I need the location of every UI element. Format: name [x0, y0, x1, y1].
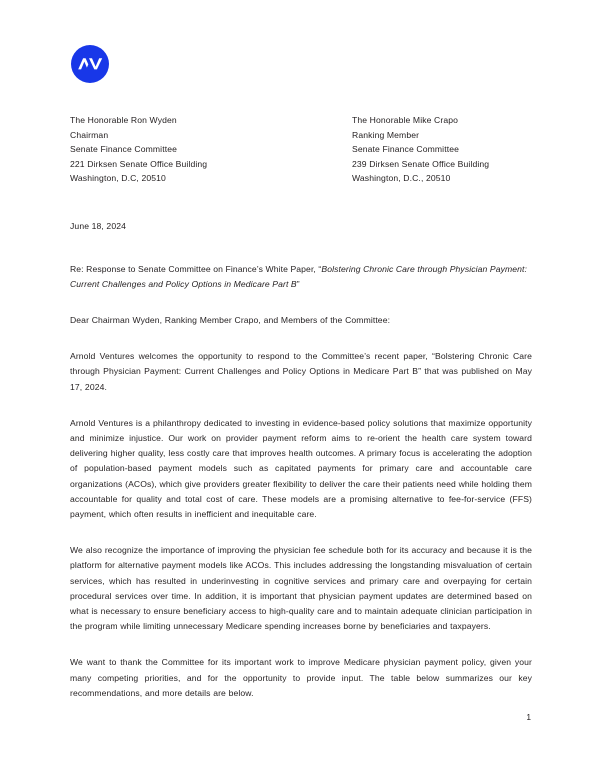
salutation: Dear Chairman Wyden, Ranking Member Crapo, and Members of the Committee: [70, 315, 391, 325]
av-monogram-icon [71, 45, 109, 83]
arnold-ventures-logo [71, 45, 109, 83]
address-column-right [352, 113, 532, 186]
page-number: 1 [526, 712, 531, 722]
address-column-left [70, 113, 352, 186]
subject-prefix: Re: Response to Senate Committee on Finance’s White Paper, “ [70, 263, 322, 274]
body-paragraph: We also recognize the importance of improving the physician fee schedule both for its accuracy and because it is the platform for alternative payment models like ACOs. This includes addressing the longstanding misvaluation of certain services, which has resulted in underinvesting in cognitive services and primary care and overpaying for certain procedural services over time. In addition, it is important that physician payment updates are determined based on what is necessary to ensure beneficiary access to high-quality care and to maintain adequate clinician participation in the program while limiting unnecessary Medicare spending increases borne by beneficiaries and taxpayers. [70, 545, 532, 632]
address-line: 239 Dirksen Senate Office Building [352, 158, 490, 169]
subject-suffix: ” [296, 278, 300, 289]
spacer [70, 328, 532, 349]
spacer [70, 522, 532, 543]
address-line: Washington, D.C., 20510 [352, 173, 451, 184]
subject-line [70, 262, 532, 292]
address-line: The Honorable Ron Wyden [70, 115, 177, 125]
body-paragraph: Arnold Ventures welcomes the opportunity to respond to the Committee’s recent paper, “Bolstering Chronic Care through Physician Payment: Current Challenges and Policy Options in Medicare Part B” that was published on May 17, 2024. [70, 351, 532, 392]
spacer [70, 234, 532, 262]
address-line: The Honorable Mike Crapo [352, 115, 459, 125]
subject-title: Bolstering Chronic Care through Physician Payment: Current Challenges and Policy Options in Medicare Part B [70, 263, 527, 289]
body-paragraph: Arnold Ventures is a philanthropy dedicated to investing in evidence-based policy solutions that maximize opportunity and minimize injustice. Our work on provider payment reform aims to re-orient the health care system toward delivering higher quality, less costly care that improves health outcomes. A primary focus is accelerating the adoption of population-based payment models such as capitated payments for primary care and accountable care organizations (ACOs), which give providers greater flexibility to deliver the care their patients need while holding them accountable for quality and total cost of care. These models are a promising alternative to fee-for-service (FFS) payment, which often results in inefficient and inequitable care. [70, 417, 532, 520]
spacer [70, 395, 532, 416]
letter-body [70, 219, 532, 701]
address-line: 221 Dirksen Senate Office Building [70, 158, 208, 169]
body-paragraph: We want to thank the Committee for its important work to improve Medicare physician payment policy, given your many competing priorities, and for the opportunity to provide input. The table below summarizes our key recommendations, and more details are below. [70, 657, 532, 698]
address-line: Washington, D.C, 20510 [70, 173, 166, 184]
spacer [70, 292, 532, 313]
address-block [70, 113, 532, 186]
letter-date: June 18, 2024 [70, 221, 127, 231]
address-line: Chairman [70, 129, 109, 140]
address-line: Senate Finance Committee [70, 144, 178, 155]
spacer [70, 634, 532, 655]
address-line: Senate Finance Committee [352, 144, 460, 155]
address-line: Ranking Member [352, 129, 420, 140]
